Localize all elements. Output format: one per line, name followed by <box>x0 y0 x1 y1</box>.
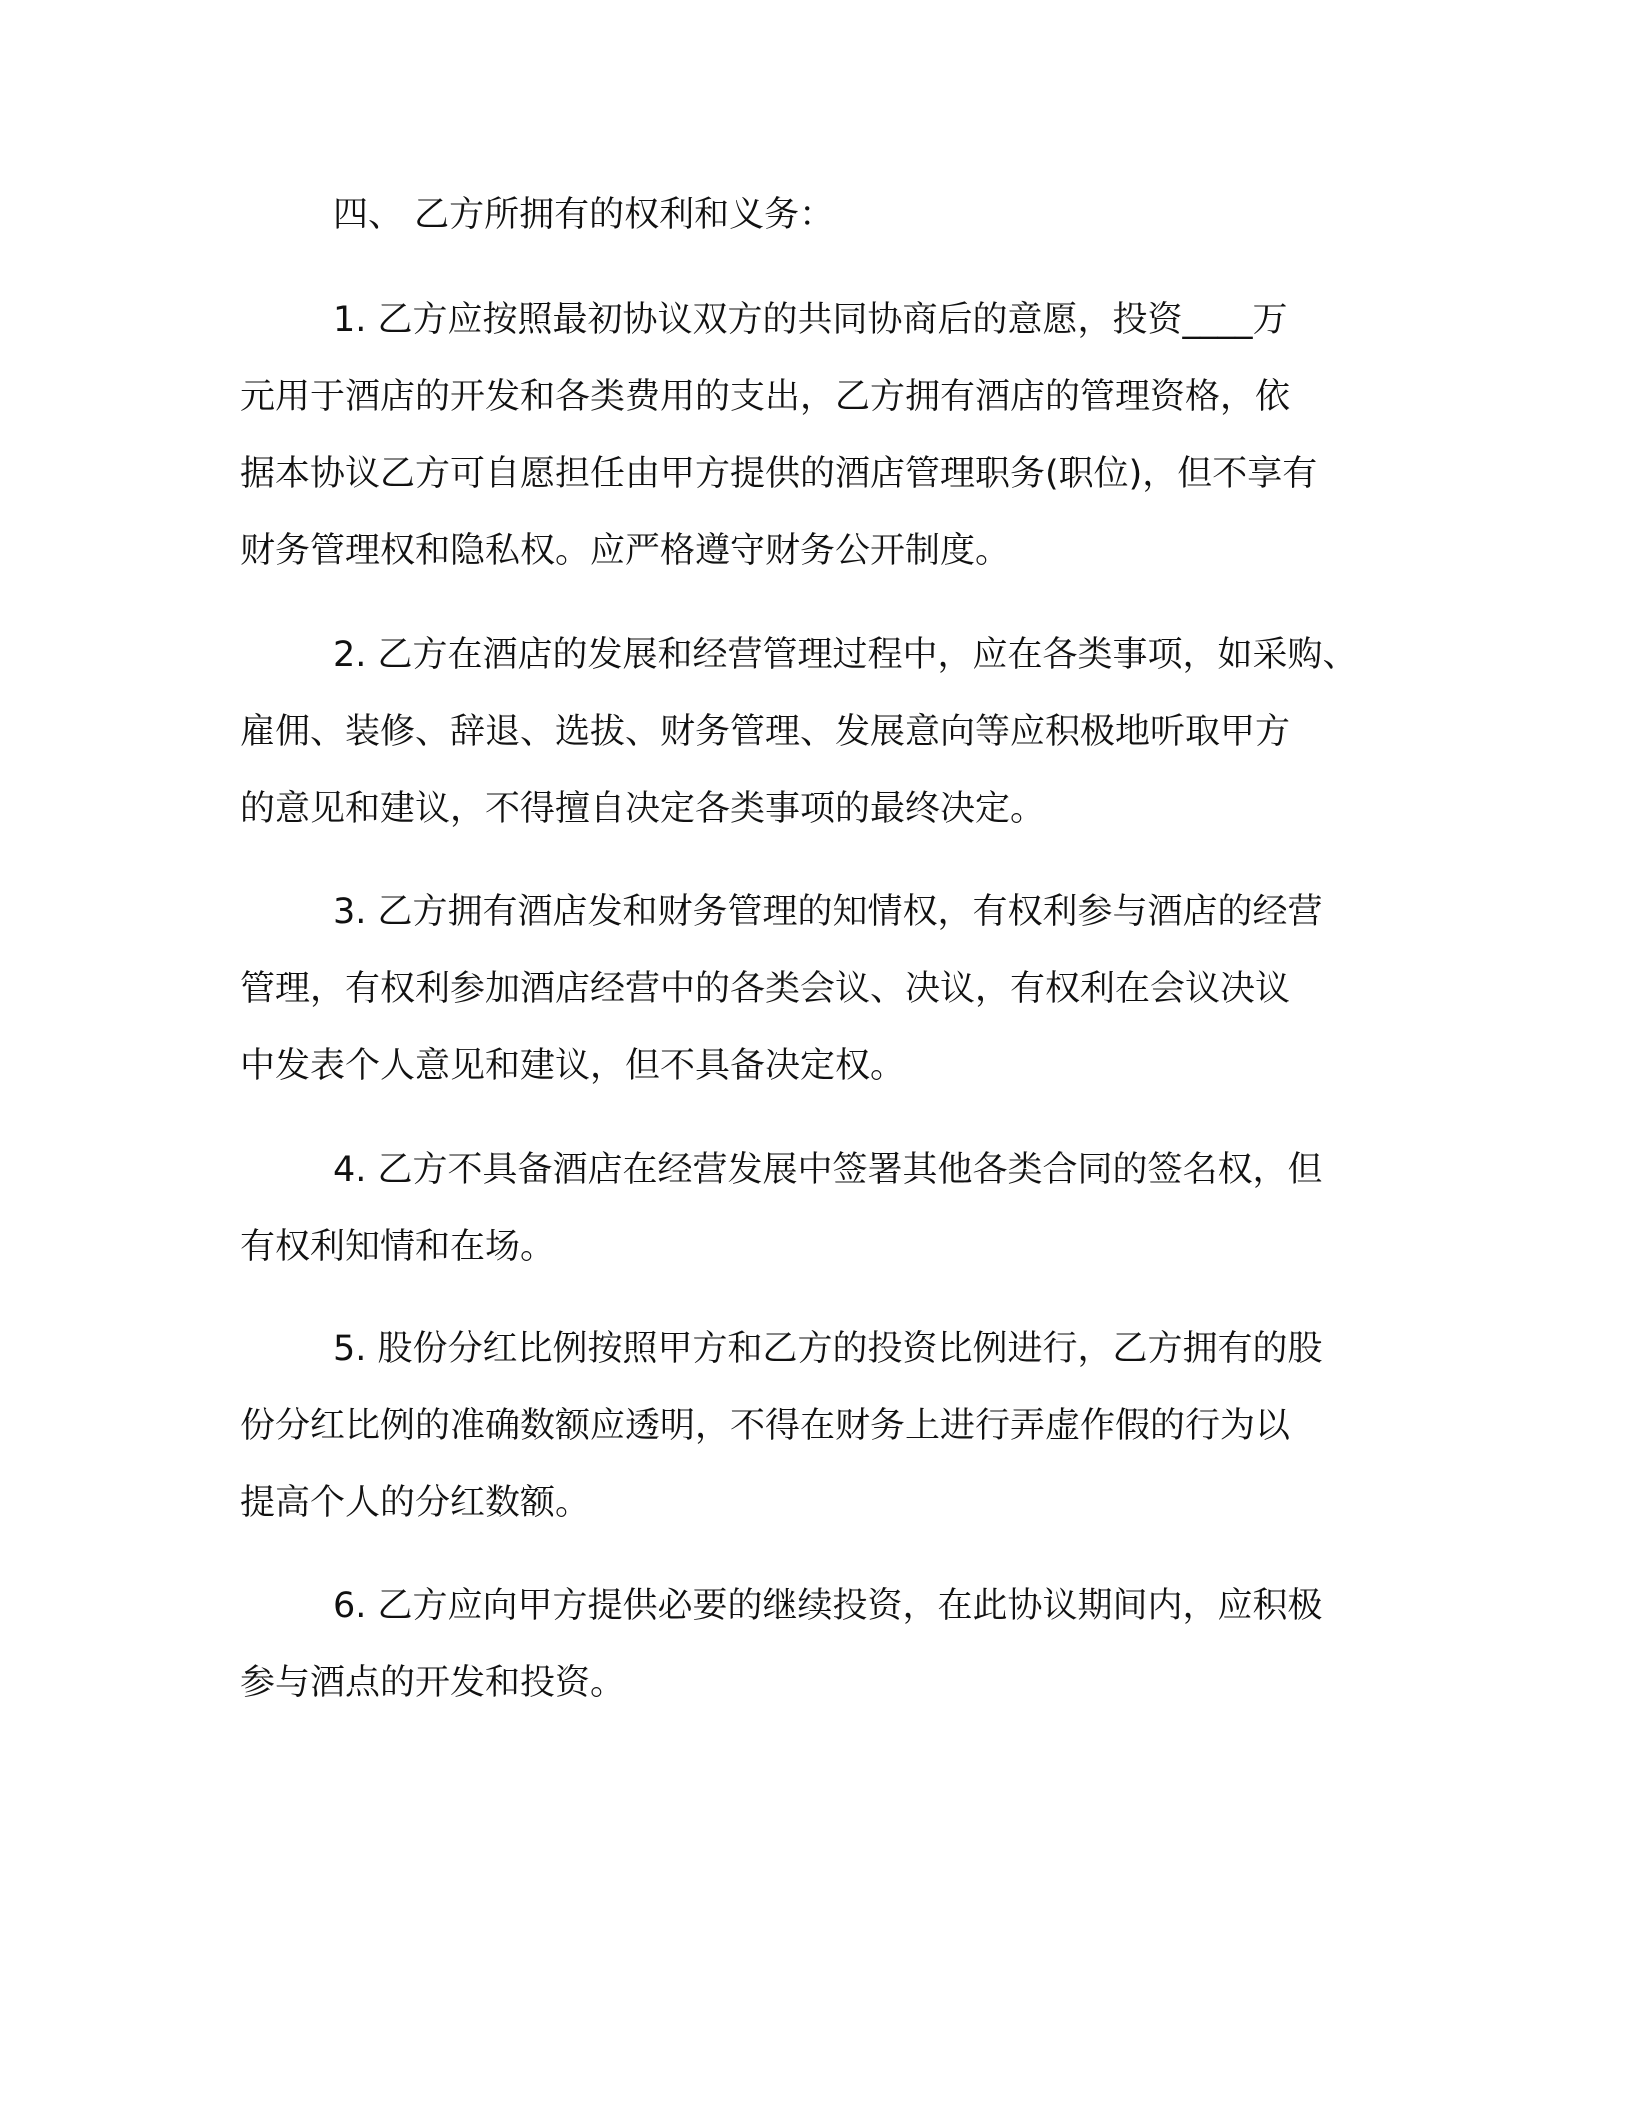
clause-line: 的意见和建议，不得擅自决定各类事项的最终决定。 <box>240 789 1046 829</box>
clause-5 <box>240 1327 1500 1558</box>
clause-line: 财务管理权和隐私权。应严格遵守财务公开制度。 <box>240 531 1011 571</box>
section-heading: 四、 乙方所拥有的权利和义务： <box>333 195 835 235</box>
clause-line: 4. 乙方不具备酒店在经营发展中签署其他各类合同的签名权，但 <box>333 1150 1323 1190</box>
clause-1 <box>240 298 1500 606</box>
clause-line: 参与酒点的开发和投资。 <box>240 1663 626 1703</box>
clause-line: 2. 乙方在酒店的发展和经营管理过程中，应在各类事项，如采购、 <box>333 635 1358 675</box>
clause-line: 雇佣、装修、辞退、选拔、财务管理、发展意向等应积极地听取甲方 <box>240 712 1291 752</box>
clause-6 <box>240 1584 1500 1738</box>
clause-line: 有权利知情和在场。 <box>240 1227 556 1267</box>
clause-line: 6. 乙方应向甲方提供必要的继续投资，在此协议期间内，应积极 <box>333 1586 1323 1626</box>
clause-line: 提高个人的分红数额。 <box>240 1483 591 1523</box>
clause-line: 中发表个人意见和建议，但不具备决定权。 <box>240 1046 906 1086</box>
clause-3 <box>240 890 1500 1121</box>
clause-line: 据本协议乙方可自愿担任由甲方提供的酒店管理职务(职位)，但不享有 <box>240 454 1318 494</box>
clause-line: 元用于酒店的开发和各类费用的支出，乙方拥有酒店的管理资格，依 <box>240 377 1291 417</box>
clause-line: 管理，有权利参加酒店经营中的各类会议、决议，有权利在会议决议 <box>240 969 1291 1009</box>
clause-line: 5. 股份分红比例按照甲方和乙方的投资比例进行，乙方拥有的股 <box>333 1329 1323 1369</box>
clause-line: 1. 乙方应按照最初协议双方的共同协商后的意愿，投资____万 <box>333 300 1288 340</box>
clause-line: 份分红比例的准确数额应透明，不得在财务上进行弄虚作假的行为以 <box>240 1406 1291 1446</box>
clause-2 <box>240 633 1500 864</box>
clause-line: 3. 乙方拥有酒店发和财务管理的知情权，有权利参与酒店的经营 <box>333 892 1323 932</box>
clause-4 <box>240 1148 1500 1302</box>
